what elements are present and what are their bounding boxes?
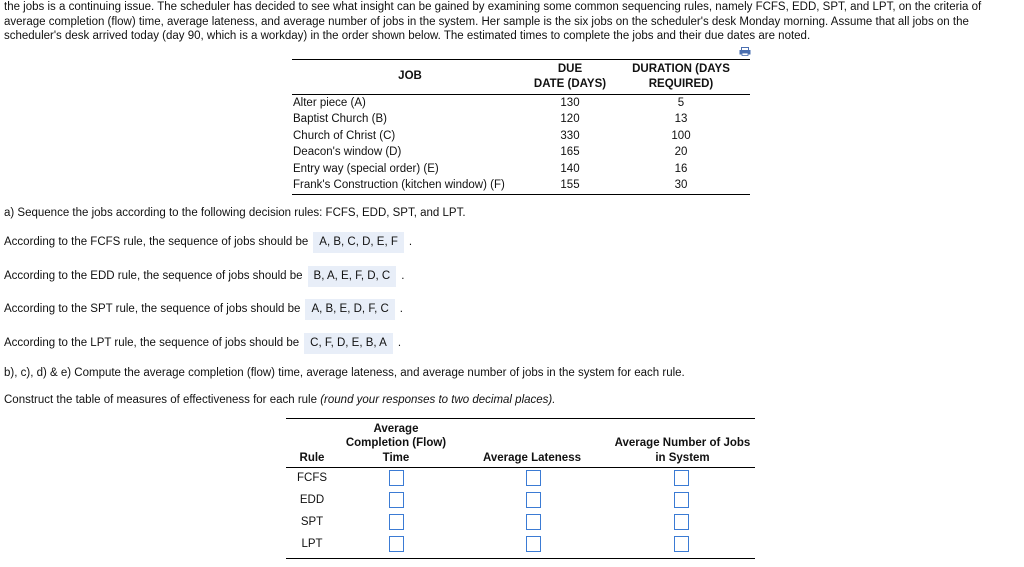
part-b-prompt: b), c), d) & e) Compute the average completion (flow) time, average lateness, and average number of jobs in the system for each rule. <box>4 367 685 379</box>
header-avg-jobs <box>610 436 755 465</box>
job-due: 155 <box>560 178 580 191</box>
spt-sequence-text: According to the SPT rule, the sequence of jobs should be <box>4 303 301 315</box>
lpt-jobs-input[interactable] <box>674 536 689 552</box>
edd-completion-input[interactable] <box>389 492 404 508</box>
fcfs-sequence-line <box>4 231 412 253</box>
table-row <box>286 512 755 534</box>
spt-lateness-input[interactable] <box>526 514 541 530</box>
table-row <box>286 490 755 512</box>
header-num-line2: in System <box>655 451 710 464</box>
table-row <box>292 161 750 177</box>
job-name: Entry way (special order) (E) <box>293 162 439 175</box>
job-due: 140 <box>560 162 580 175</box>
jobs-table-header <box>292 59 750 95</box>
table-row <box>286 534 755 556</box>
table-bottom-rule <box>292 194 750 195</box>
header-duration <box>612 62 750 92</box>
header-due-line2: DATE (DAYS) <box>533 78 607 90</box>
job-due: 165 <box>560 146 580 159</box>
intro-paragraph: the jobs is a continuing issue. The scheduler has decided to see what insight can be gained by examining some common sequencing rules, namely FCFS, EDD, SPT, and LPT, on the criteria of average completion (flow) time, average lateness, and average number of jobs in the system. Her sample is the six jobs on the scheduler's desk Monday morning. Assume that all jobs on the scheduler's desk arrived today (day 90, which is a workday) in the order shown below. The estimated times to complete the jobs and their due dates are noted. <box>4 1 982 42</box>
rule-label: FCFS <box>296 472 328 484</box>
header-comp-line1: Average <box>373 422 419 435</box>
spt-completion-input[interactable] <box>389 514 404 530</box>
rule-label: EDD <box>299 494 325 506</box>
lpt-sequence-answer[interactable]: C, F, D, E, B, A <box>304 333 393 354</box>
table-row <box>292 128 750 144</box>
fcfs-completion-input[interactable] <box>389 470 404 486</box>
header-num-line1: Average Number of Jobs <box>614 437 751 449</box>
job-duration: 16 <box>674 162 688 175</box>
edd-lateness-input[interactable] <box>526 492 541 508</box>
print-icon[interactable] <box>739 47 751 56</box>
table-row <box>286 468 755 490</box>
table-row <box>292 95 750 111</box>
header-comp-line3: Time <box>382 451 410 464</box>
header-due-line1: DUE <box>557 63 583 75</box>
period: . <box>397 337 402 349</box>
instruction-main: Construct the table of measures of effectiveness for each rule <box>4 394 321 406</box>
edd-sequence-line <box>4 265 404 287</box>
edd-sequence-answer[interactable]: B, A, E, F, D, C <box>308 266 397 287</box>
lpt-sequence-line <box>4 332 401 354</box>
rule-label: LPT <box>301 538 323 550</box>
measures-table <box>286 418 755 559</box>
job-name: Deacon's window (D) <box>293 146 402 159</box>
part-a-prompt: a) Sequence the jobs according to the following decision rules: FCFS, EDD, SPT, and LPT. <box>4 207 466 219</box>
job-duration: 100 <box>671 129 691 142</box>
lpt-completion-input[interactable] <box>389 536 404 552</box>
jobs-table <box>292 59 750 195</box>
job-due: 130 <box>560 97 580 109</box>
fcfs-lateness-input[interactable] <box>526 470 541 486</box>
spt-jobs-input[interactable] <box>674 514 689 530</box>
job-duration: 30 <box>674 178 688 191</box>
edd-sequence-text: According to the EDD rule, the sequence of jobs should be <box>4 270 303 282</box>
header-avg-completion <box>338 422 454 466</box>
job-duration: 20 <box>674 146 688 159</box>
job-duration: 13 <box>674 113 688 126</box>
period: . <box>399 303 403 315</box>
table-row <box>292 144 750 160</box>
rule-label: SPT <box>300 516 324 528</box>
measures-table-header <box>286 418 755 468</box>
spt-sequence-answer[interactable]: A, B, E, D, F, C <box>305 299 394 320</box>
fcfs-sequence-text: According to the FCFS rule, the sequence of jobs should be <box>4 236 309 248</box>
header-due-date <box>528 62 612 92</box>
period: . <box>401 270 405 282</box>
job-duration: 5 <box>677 97 685 109</box>
job-due: 330 <box>560 129 580 142</box>
job-name: Alter piece (A) <box>293 97 366 109</box>
edd-jobs-input[interactable] <box>674 492 689 508</box>
job-name: Church of Christ (C) <box>293 129 396 142</box>
lpt-lateness-input[interactable] <box>526 536 541 552</box>
header-rule: Rule <box>299 451 325 464</box>
job-name: Baptist Church (B) <box>293 113 387 126</box>
lpt-sequence-text: According to the LPT rule, the sequence of jobs should be <box>4 337 300 349</box>
header-duration-line2: REQUIRED) <box>648 78 714 90</box>
job-name: Frank's Construction (kitchen window) (F) <box>293 178 505 191</box>
table-bottom-rule <box>286 558 755 559</box>
header-job: JOB <box>398 70 422 82</box>
header-duration-line1: DURATION (DAYS <box>632 63 730 75</box>
part-b-instruction <box>4 393 555 407</box>
instruction-italic: (round your responses to two decimal places). <box>320 394 556 406</box>
job-due: 120 <box>560 113 580 126</box>
fcfs-sequence-answer[interactable]: A, B, C, D, E, F <box>313 232 404 253</box>
fcfs-jobs-input[interactable] <box>674 470 689 486</box>
table-row <box>292 111 750 127</box>
header-avg-lateness: Average Lateness <box>482 451 581 464</box>
period: . <box>408 236 413 248</box>
table-row <box>292 177 750 193</box>
spt-sequence-line <box>4 298 403 320</box>
header-comp-line2: Completion (Flow) <box>345 437 447 449</box>
